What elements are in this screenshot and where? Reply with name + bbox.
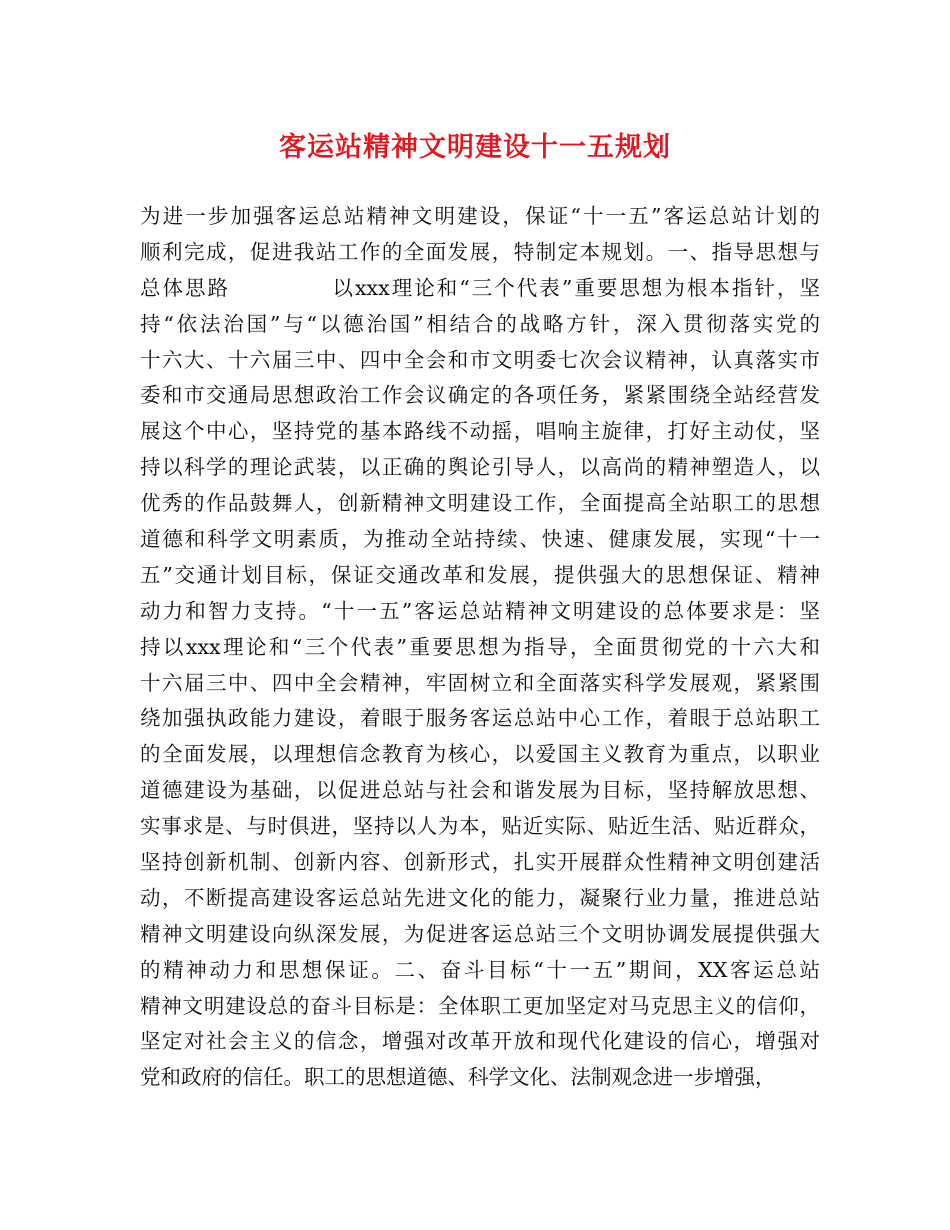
body-line: 委和市交通局思想政治工作会议确定的各项任务，紧紧围绕全站经营发 (140, 383, 820, 408)
body-line: 为进一步加强客运总站精神文明建设，保证“十一五”客运总站计划的 (140, 204, 820, 228)
body-line: 展这个中心，坚持党的基本路线不动摇，唱响主旋律，打好主动仗，坚 (140, 419, 820, 444)
body-line: 持以科学的理论武装，以正确的舆论引导人，以高尚的精神塑造人，以 (140, 455, 820, 480)
body-line: 党和政府的信任。职工的思想道德、科学文化、法制观念进一步增强， (140, 1065, 776, 1090)
body-line: 精神文明建设总的奋斗目标是：全体职工更加坚定对马克思主义的信仰， (140, 993, 820, 1018)
body-line: 精神文明建设向纵深发展，为促进客运总站三个文明协调发展提供强大 (140, 921, 820, 946)
body-line: 持“依法治国”与“以德治国”相结合的战略方针，深入贯彻落实党的 (140, 311, 820, 336)
body-line: 总体思路 以xxx理论和“三个代表”重要思想为根本指针，坚 (140, 275, 820, 300)
body-line: 坚持创新机制、创新内容、创新形式，扎实开展群众性精神文明创建活 (140, 850, 820, 875)
document-body (140, 199, 820, 1096)
body-line: 持以xxx理论和“三个代表”重要思想为指导，全面贯彻党的十六大和 (140, 634, 820, 659)
body-line: 五”交通计划目标，保证交通改革和发展，提供强大的思想保证、精神 (140, 562, 820, 587)
body-line: 顺利完成，促进我站工作的全面发展，特制定本规划。一、指导思想与 (140, 239, 820, 264)
document-title: 客运站精神文明建设十一五规划 (279, 132, 671, 163)
body-line: 的全面发展，以理想信念教育为核心，以爱国主义教育为重点，以职业 (140, 742, 820, 767)
body-line: 十六大、十六届三中、四中全会和市文明委七次会议精神，认真落实市 (140, 347, 820, 372)
body-line: 道德建设为基础，以促进总站与社会和谐发展为目标，坚持解放思想、 (140, 778, 820, 803)
body-line: 绕加强执政能力建设，着眼于服务客运总站中心工作，着眼于总站职工 (140, 706, 820, 731)
body-line: 的精神动力和思想保证。二、奋斗目标“十一五”期间，XX客运总站 (140, 957, 820, 982)
body-line: 实事求是、与时俱进，坚持以人为本，贴近实际、贴近生活、贴近群众， (140, 814, 820, 839)
body-line: 道德和科学文明素质，为推动全站持续、快速、健康发展，实现“十一 (140, 527, 820, 552)
body-line: 动，不断提高建设客运总站先进文化的能力，凝聚行业力量，推进总站 (140, 885, 820, 910)
body-line: 十六届三中、四中全会精神，牢固树立和全面落实科学发展观，紧紧围 (140, 670, 820, 695)
body-line: 优秀的作品鼓舞人，创新精神文明建设工作，全面提高全站职工的思想 (140, 491, 820, 516)
body-line: 动力和智力支持。“十一五”客运总站精神文明建设的总体要求是：坚 (140, 598, 820, 623)
body-line: 坚定对社会主义的信念，增强对改革开放和现代化建设的信心，增强对 (140, 1029, 820, 1054)
